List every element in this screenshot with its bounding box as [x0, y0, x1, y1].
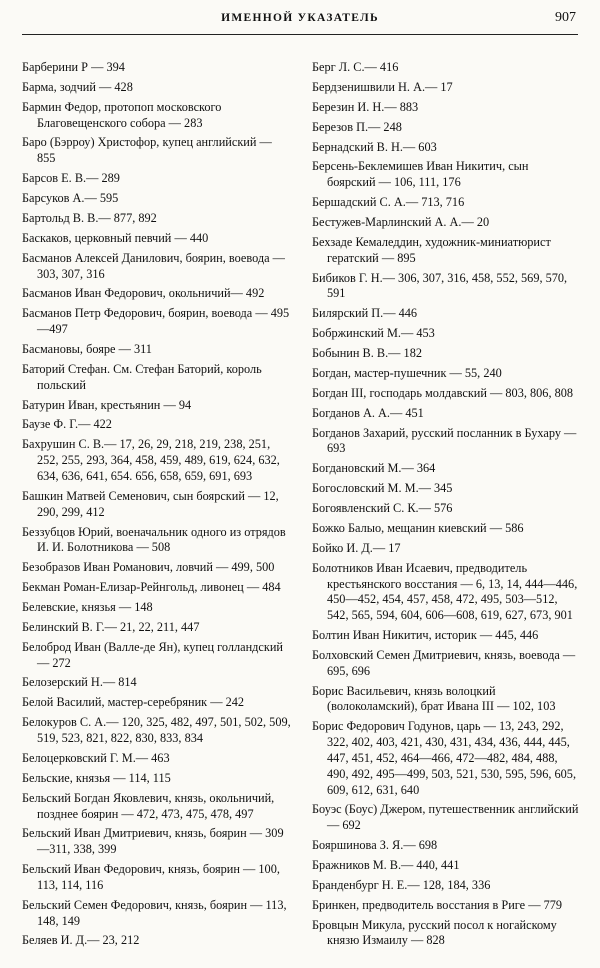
index-entry: Борис Васильевич, князь волоцкий (волоколамский), брат Ивана III — 102, 103: [312, 683, 556, 714]
index-entry: Богдан III, господарь молдавский — 803, 806, 808: [312, 385, 574, 400]
index-entry: Бернадский В. Н.— 603: [312, 139, 437, 154]
index-entry: Богоявленский С. К.— 576: [312, 501, 453, 516]
index-column-left: [22, 60, 292, 953]
index-entry: Болховский Семен Дмитриевич, князь, воевода — 695, 696: [312, 647, 576, 678]
index-entry: Боуэс (Боус) Джером, путешественник английский — 692: [312, 802, 579, 833]
index-entry: Богословский М. М.— 345: [312, 481, 453, 496]
index-entry: Березов П.— 248: [312, 119, 402, 134]
index-entry: Бекман Роман-Елизар-Рейнгольд, ливонец — 484: [22, 580, 281, 595]
index-entry: Бояршинова З. Я.— 698: [312, 838, 438, 853]
index-entry: Борис Федорович Годунов, царь — 13, 243, 292, 322, 402, 403, 421, 430, 431, 434, 436, 444, 445, 447, 451, 452, 464—466, 472—482, 484, 488, 490, 492, 495—499, 503, 521, 530, 595, 596, 605, 609, 612, 631, 640: [312, 719, 577, 797]
index-entry: Бранденбург Н. Е.— 128, 184, 336: [312, 877, 491, 892]
index-entry: Бельский Семен Федорович, князь, боярин — 113, 148, 149: [22, 897, 287, 928]
index-entry: Барсуков А.— 595: [22, 191, 119, 206]
index-entry: Бельские, князья — 114, 115: [22, 770, 171, 785]
header-rule: [22, 34, 578, 35]
index-entry: Бельский Иван Федорович, князь, боярин — 100, 113, 114, 116: [22, 862, 280, 892]
index-column-right: [312, 60, 580, 953]
index-entry: Барсов Е. В.— 289: [22, 171, 120, 186]
index-entry: Богдан, мастер-пушечник — 55, 240: [312, 365, 502, 380]
index-entry: Белокуров С. А.— 120, 325, 482, 497, 501, 502, 509, 519, 523, 821, 822, 830, 833, 834: [22, 715, 291, 746]
index-entry: Бельский Богдан Яковлевич, князь, окольничий, позднее боярин — 472, 473, 475, 478, 497: [22, 790, 275, 821]
running-header: [20, 10, 580, 32]
index-entry: Бармин Федор, протопоп московского Благовещенского собора — 283: [22, 99, 222, 130]
index-entry: Бердзенишвили Н. А.— 17: [312, 79, 453, 94]
index-entry: Беззубцов Юрий, военачальник одного из отрядов И. И. Болотникова — 508: [22, 524, 286, 555]
index-entry: Басмановы, бояре — 311: [22, 341, 152, 356]
page-number: 907: [555, 10, 576, 25]
index-entry: Бровцын Микула, русский посол к ногайскому князю Измаилу — 828: [312, 917, 557, 948]
index-entry: Бершадский С. А.— 713, 716: [312, 195, 465, 210]
index-entry: Бартольд В. В.— 877, 892: [22, 210, 157, 225]
index-entry: Божко Балыо, мещанин киевский — 586: [312, 521, 524, 535]
index-entry: Белозерский Н.— 814: [22, 675, 137, 690]
index-entry: Баузе Ф. Г.— 422: [22, 417, 112, 432]
index-entry: Басманов Петр Федорович, боярин, воевода — 495—497: [22, 306, 290, 337]
index-entry: Болотников Иван Исаевич, предводитель крестьянского восстания — 6, 13, 14, 444—446, 450—452, 454, 457, 458, 472, 495, 503—512, 542, 565, 594, 604, 606—608, 619, 627, 673, 901: [312, 560, 578, 623]
index-entry: Бахрушин С. В.— 17, 26, 29, 218, 219, 238, 251, 252, 255, 293, 364, 458, 459, 489, 619, 624, 632, 634, 636, 641, 654. 656, 658, 659, 691, 693: [22, 437, 280, 483]
index-entry: Белой Василий, мастер-серебряник — 242: [22, 695, 245, 710]
index-entry: Бехзаде Кемаледдин, художник-миниатюрист гератский — 895: [312, 234, 551, 265]
index-entry: Билярский П.— 446: [312, 306, 418, 321]
index-entry: Батурин Иван, крестьянин — 94: [22, 397, 192, 412]
index-entry: Баскаков, церковный певчий — 440: [22, 230, 209, 245]
index-entry: Белевские, князья — 148: [22, 599, 153, 614]
index-entry: Баторий Стефан. См. Стефан Баторий, король польский: [22, 361, 262, 392]
index-entry: Белинский В. Г.— 21, 22, 211, 447: [22, 619, 200, 634]
index-entry: Барма, зодчий — 428: [22, 79, 133, 94]
index-entry: Богдановский М.— 364: [312, 461, 436, 476]
index-entry: Болтин Иван Никитич, историк — 445, 446: [312, 628, 539, 643]
index-entry: Барберини Р — 394: [22, 60, 125, 74]
running-title: ИМЕННОЙ УКАЗАТЕЛЬ: [221, 12, 379, 24]
index-entry: Бринкен, предводитель восстания в Риге — 779: [312, 897, 563, 912]
index-entry: Берг Л. С.— 416: [312, 60, 399, 74]
index-entry: Басманов Алексей Данилович, боярин, воевода — 303, 307, 316: [22, 250, 285, 281]
index-entry: Берсень-Беклемишев Иван Никитич, сын боярский — 106, 111, 176: [312, 159, 529, 190]
index-entry: Басманов Иван Федорович, окольничий— 492: [22, 286, 265, 301]
index-entry: Белоцерковский Г. М.— 463: [22, 750, 170, 765]
index-entry: Бражников М. В.— 440, 441: [312, 857, 460, 872]
index-entry: Березин И. Н.— 883: [312, 99, 419, 114]
index-entry: Богданов Захарий, русский посланник в Бухару — 693: [312, 425, 577, 456]
index-entry: Бельский Иван Дмитриевич, князь, боярин — 309—311, 338, 399: [22, 826, 284, 857]
index-entry: Баро (Бэрроу) Христофор, купец английский — 855: [22, 135, 272, 166]
index-entry: Бобынин В. В.— 182: [312, 346, 422, 361]
index-entry: Белоброд Иван (Валле-де Ян), купец голландский — 272: [22, 639, 284, 670]
index-entry: Беляев И. Д.— 23, 212: [22, 933, 140, 948]
index-entry: Башкин Матвей Семенович, сын боярский — 12, 290, 299, 412: [22, 488, 279, 519]
index-entry: Бобржинский М.— 453: [312, 326, 435, 341]
index-entry: Богданов А. А.— 451: [312, 405, 424, 420]
index-entry: Бибиков Г. Н.— 306, 307, 316, 458, 552, 569, 570, 591: [312, 270, 568, 301]
index-entry: Бойко И. Д.— 17: [312, 540, 401, 555]
index-entry: Безобразов Иван Романович, ловчий — 499, 500: [22, 560, 275, 575]
index-entry: Бестужев-Марлинский А. А.— 20: [312, 215, 490, 230]
